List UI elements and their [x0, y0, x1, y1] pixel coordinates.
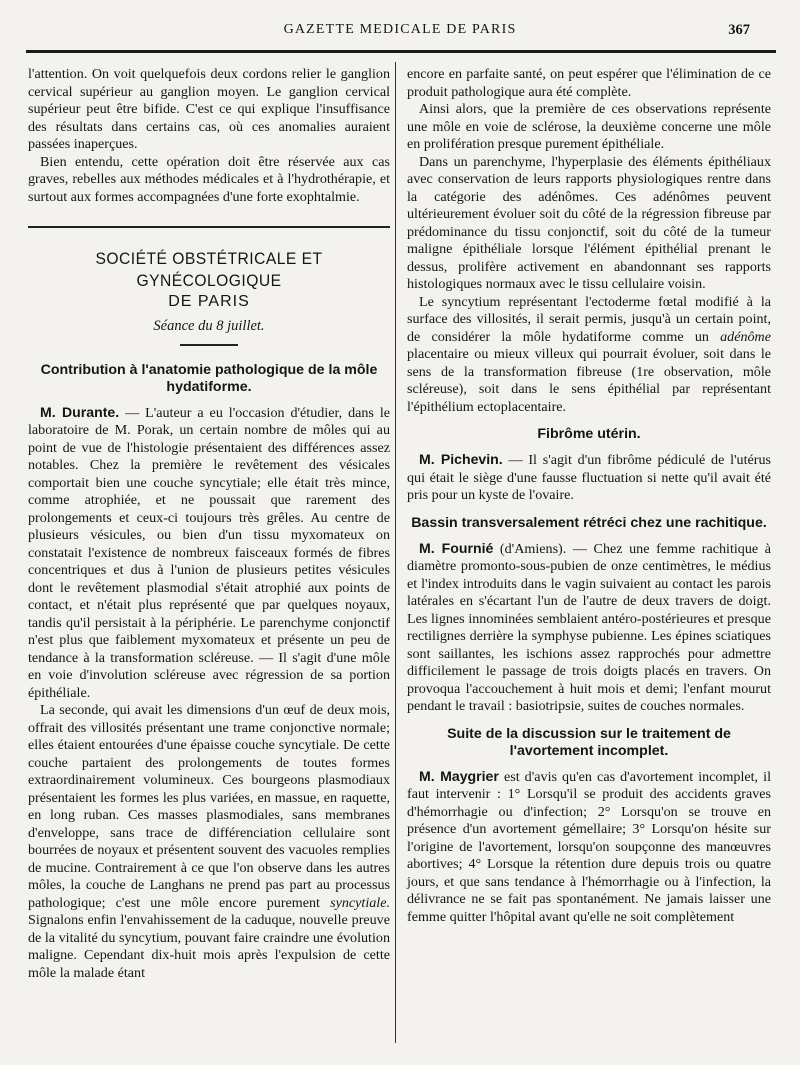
section-avortement-paragraph [407, 768, 771, 927]
right-paragraph-3: Dans un parenchyme, l'hyperplasie des éléments épithéliaux avec conservation de leurs rapports physiologiques rentre dans la catégorie des adénômes. Ces adénômes peuvent ultérieurement évoluer soit du côté de la régression fibreuse par prédominance du tissu conjonctif, soit du côté de la tumeur maligne épithéliale lorsque l'élément épithélial prenant le dessus, prolifère activement en abandonnant ses rapports histologiques normaux avec le tissu cellulaire voisin. [407, 153, 771, 292]
right-column [407, 66, 771, 926]
right-paragraph-4 [407, 294, 771, 417]
mole-text-2a: La seconde, qui avait les dimensions d'un œuf de deux mois, offrait des villosités présentant une trame conjonctive normale; elles étaient entourées d'une épaisse couche syncytiale. De cette couche partaient des prolongements de toutes formes extraordinairement volumineux. Ces bourgeons plasmodiaux présentaient les formes les plus variées, en massue, en raquette, en long ruban. Ces masses plasmodiales, sans membranes d'enveloppe, sans trace de différenciation cellulaire sont bourrées de noyaux et présentent souvent des vacuoles remplies de mucine. Contrairement à ce que l'on observe dans les autres môles, la couche de Langhans ne prend pas part au processus pathologique; c'est une môle encore purement [28, 702, 390, 911]
society-title: SOCIÉTÉ OBSTÉTRICALE ET GYNÉCOLOGIQUE [95, 249, 323, 290]
header-rule [26, 50, 776, 54]
speaker-pichevin: M. Pichevin. [419, 451, 503, 467]
section-mole-paragraph-2 [28, 702, 390, 982]
section-title-bassin: Bassin transversalement rétréci chez une rachitique. [411, 514, 767, 531]
avortement-text: est d'avis qu'en cas d'avortement incomplet, il faut intervenir : 1° Lorsqu'il se produit des accidents graves d'hémorrhagie ou d'infection; 2° Lorsqu'on se trouve en présence d'un avortement gémellaire; 3° Lorsqu'on hésite sur l'origine de l'avortement, lorsqu'on soupçonne des manœuvres abortives; 4° Lorsque la rétention dure depuis trois ou quatre jours, et que sans tendance à l'hémorrhagie ou à l'infection, la délivrance ne se fait pas spontanément. Ne jamais laisser une femme quitter l'hôpital avant qu'elle ne soit complètement [407, 768, 771, 925]
page-header [20, 20, 780, 46]
right-paragraph-2: Ainsi alors, que la première de ces observations représente une môle en voie de sclérose, la deuxième concerne une môle en prolifération presque purement épithéliale. [407, 101, 771, 152]
short-rule [180, 344, 238, 346]
speaker-maygrier: M. Maygrier [419, 767, 499, 784]
society-subtitle: DE PARIS [168, 293, 250, 310]
journal-title: GAZETTE MEDICALE DE PARIS [283, 22, 517, 37]
section-bassin-paragraph [407, 540, 771, 716]
p4-text-b: placentaire ou mieux villeux qui pourrait évoluer, soit dans le sens de la transformation fibreuse (1re observation, môle scléreuse), soit dans le sens épithélial par représentant l'épithélium ectoplacentaire. [407, 346, 771, 415]
mole-text-2-italic: syncytiale. [330, 894, 390, 911]
speaker-durante: M. Durante. [40, 403, 120, 420]
intro-paragraph-1: l'attention. On voit quelquefois deux cordons relier le ganglion cervical supérieur au ganglion moyen. Le ganglion cervical supérieur peut être bifide. C'est ce qui explique l'insuffisance des résultats dans certains cas, où ces anomalies auraient passées inaperçues. [28, 66, 390, 152]
p4-text-italic: adénôme [720, 328, 771, 345]
section-title-fibrome: Fibrôme utérin. [537, 426, 641, 442]
p4-text-a: Le syncytium représentant l'ectoderme fœtal modifié à la surface des villosités, il serait permis, jusqu'à un certain point, de considérer la môle hydatiforme comme un [407, 293, 771, 345]
seance-date: Séance du 8 juillet. [153, 318, 265, 334]
section-mole-paragraph-1 [28, 404, 390, 703]
section-fibrome-paragraph [407, 451, 771, 505]
section-title-avortement: Suite de la discussion sur le traitement de l'avortement incomplet. [447, 725, 731, 759]
fibrome-text: — Il s'agit d'un fibrôme pédiculé de l'utérus qui était le siège d'une fausse fluctuation si nette qu'il avait été pris pour un kyste de l'ovaire. [407, 452, 771, 503]
bassin-text: (d'Amiens). — Chez une femme rachitique à diamètre promonto-sous-pubien de onze centimètres, le médius et l'index introduits dans le vagin suivaient au contact les parois latérales en s'écartant l'un de l'autre de deux travers de doigt. Les lignes innominées semblaient antéro-postérieures et presque rectilignes derrière la symphyse pubienne. Les épines sciatiques sont saillantes, les ischions assez rapprochés pour admettre difficilement le passage de trois doigts placés en travers. On provoqua l'accouchement à huit mois et demi; l'enfant mourut pendant le travail : basiotripsie, suites de couches normales. [407, 540, 771, 714]
section-title-mole: Contribution à l'anatomie pathologique de la môle hydatiforme. [40, 361, 378, 395]
page-number: 367 [728, 22, 750, 38]
right-paragraph-1: encore en parfaite santé, on peut espérer que l'élimination de ce produit pathologique aura été complète. [407, 66, 771, 100]
section-mole-text-1: — L'auteur a eu l'occasion d'étudier, dans le laboratoire de M. Porak, un certain nombre de môles qui au point de vue de l'histologie présentaient des différences assez notables. Chez la première le revêtement des vésicales comportait bien une couche syncytiale; elle était très mince, comme atrophiée, et ne poussait que rarement des prolongements et ceux-ci toujours très grêles. Au centre de plusieurs vésicules, ou bien d'un tissu myxomateux on constatait l'existence de nombreux faisceaux formés de fibres concentriques et dus à l'union de plusieurs petites vésicules dont le revêtement plasmodial s'était atrophié aux points de contact, et n'était plus représenté que par quelques noyaux, tandis qu'il persistait à la périphérie. Le parenchyme conjonctif n'est plus que faiblement myxomateux et présente un peu de tendance à la transformation scléreuse. — Il s'agit d'une môle en voie d'involution scléreuse avec régression de sa portion épithéliale. [28, 404, 390, 701]
speaker-fournie: M. Fournié [419, 539, 494, 556]
left-column [28, 66, 390, 982]
section-separator [28, 226, 390, 228]
column-divider [395, 62, 396, 1043]
intro-paragraph-2: Bien entendu, cette opération doit être réservée aux cas graves, rebelles aux méthodes médicales et à l'hydrothérapie, et surtout aux formes accompagnées d'une forte exophtalmie. [28, 153, 390, 205]
mole-text-2b: Signalons enfin l'envahissement de la caduque, nouvelle preuve de la vitalité du syncytium, pouvant faire craindre une évolution maligne. Cependant dix-huit mois après l'expulsion de cette môle la malade étant [28, 912, 390, 981]
